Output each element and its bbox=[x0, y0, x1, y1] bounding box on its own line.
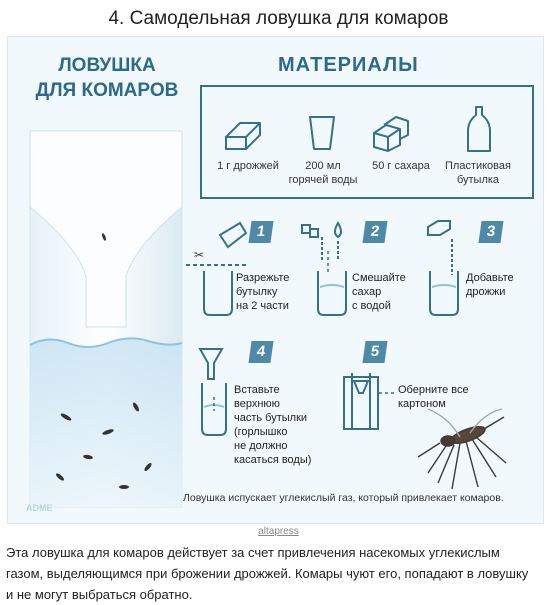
trap-heading bbox=[22, 53, 192, 103]
material-label: Пластиковая bbox=[445, 160, 511, 172]
source-credit-link[interactable]: altapress bbox=[258, 526, 299, 537]
paragraph-line: Эта ловушка для комаров действует за счет привлечения насекомых углекислым bbox=[6, 545, 500, 560]
step-line: Вставьте bbox=[234, 384, 280, 396]
step-line: верхнюю bbox=[234, 398, 280, 410]
step-1-badge: 1 bbox=[248, 221, 273, 243]
description-paragraph bbox=[6, 542, 551, 605]
step-2-text bbox=[352, 271, 406, 313]
mosquito-illustration bbox=[418, 409, 506, 489]
step-4-text bbox=[234, 383, 311, 467]
step-line: картоном bbox=[398, 398, 446, 410]
step-line: Разрежьте bbox=[236, 272, 290, 284]
step-line: Смешайте bbox=[352, 272, 406, 284]
step-line: часть бутылки bbox=[234, 412, 308, 424]
step-line: сахар bbox=[352, 286, 382, 298]
step-line: (горлышко bbox=[234, 426, 288, 438]
step-3-badge: 3 bbox=[478, 221, 503, 243]
trap-heading-line1: ЛОВУШКА bbox=[58, 55, 156, 76]
material-label: горячей воды bbox=[288, 174, 358, 186]
step-line: с водой bbox=[352, 300, 391, 312]
step-line: дрожжи bbox=[466, 286, 506, 298]
watermark: ADME bbox=[26, 503, 53, 513]
step-line: не должно bbox=[234, 440, 288, 452]
step-line: касаться воды) bbox=[234, 454, 312, 466]
step-4-badge: 4 bbox=[248, 341, 273, 363]
step-5-text bbox=[398, 383, 469, 411]
material-sugar bbox=[361, 159, 441, 173]
step-line: Оберните все bbox=[398, 384, 469, 396]
step-5-badge: 5 bbox=[362, 341, 387, 363]
paragraph-line: газом, выделяющимся при брожении дрожжей. Комары чуют его, попадают в ловушку bbox=[6, 566, 529, 581]
material-water bbox=[283, 159, 363, 187]
material-yeast bbox=[208, 159, 288, 173]
step-line: Добавьте bbox=[466, 272, 514, 284]
material-bottle bbox=[438, 159, 518, 187]
svg-text:✂: ✂ bbox=[194, 248, 205, 262]
step-3-text bbox=[466, 271, 514, 299]
infographic-card bbox=[7, 36, 544, 524]
paragraph-line: и не могут выбраться обратно. bbox=[6, 587, 193, 602]
step-1-text bbox=[236, 271, 289, 313]
poster-footer: Ловушка испускает углекислый газ, который привлекает комаров. bbox=[183, 492, 504, 504]
material-label: 1 г дрожжей bbox=[217, 160, 279, 172]
materials-heading: МАТЕРИАЛЫ bbox=[278, 54, 419, 76]
material-label: бутылка bbox=[456, 174, 500, 186]
step-line: на 2 части bbox=[236, 300, 289, 312]
trap-heading-line2: ДЛЯ КОМАРОВ bbox=[35, 80, 179, 101]
page-title: 4. Самодельная ловушка для комаров bbox=[108, 8, 449, 29]
material-label: 200 мл bbox=[305, 160, 341, 172]
material-label: 50 г сахара bbox=[372, 160, 430, 172]
step-line: бутылку bbox=[236, 286, 278, 298]
step-2-badge: 2 bbox=[362, 221, 387, 243]
